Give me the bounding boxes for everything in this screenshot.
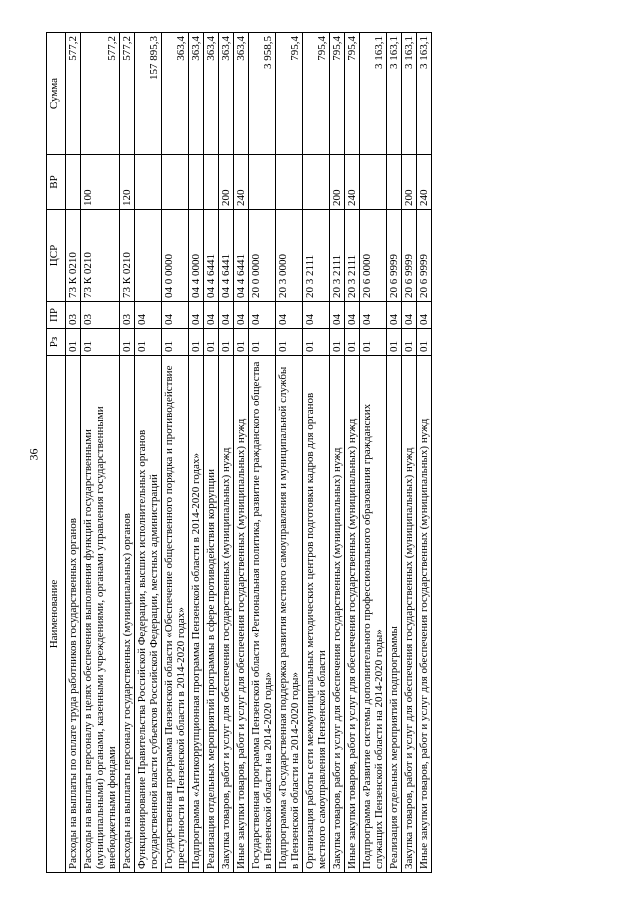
table-row <box>189 32 204 872</box>
rotated-table-container <box>46 33 594 873</box>
table-row <box>81 32 120 872</box>
cell-sum: 577,2 <box>120 32 135 154</box>
table-row <box>234 32 249 872</box>
cell-sum: 795,4 <box>345 32 360 154</box>
cell-name: Расходы на выплаты по оплате труда работников государственных органов <box>66 355 81 872</box>
header-sum: Сумма <box>47 32 66 154</box>
cell-vr: 200 <box>330 154 345 209</box>
cell-sum: 363,4 <box>219 32 234 154</box>
cell-vr <box>66 154 81 209</box>
cell-name: Реализация отдельных мероприятий программы в сфере противодействия коррупции <box>204 355 219 872</box>
cell-rz: 01 <box>189 328 204 355</box>
cell-pr: 04 <box>303 301 330 328</box>
cell-sum: 363,4 <box>204 32 219 154</box>
cell-rz: 01 <box>135 328 162 355</box>
cell-name: Закупка товаров, работ и услуг для обеспечения государственных (муниципальных) нужд <box>330 355 345 872</box>
cell-rz: 01 <box>120 328 135 355</box>
cell-vr <box>303 154 330 209</box>
cell-csr: 73 К 0210 <box>120 209 135 301</box>
cell-vr: 240 <box>345 154 360 209</box>
cell-pr: 04 <box>330 301 345 328</box>
cell-name: Подпрограмма «Развитие системы дополнительного профессионального образования гражданских служащих Пензенской области на 2014-2020 годы» <box>360 355 387 872</box>
header-name: Наименование <box>47 355 66 872</box>
cell-sum: 3 163,1 <box>417 32 432 154</box>
cell-csr: 20 0 0000 <box>249 209 276 301</box>
cell-name: Закупка товаров, работ и услуг для обеспечения государственных (муниципальных) нужд <box>219 355 234 872</box>
cell-csr: 20 3 0000 <box>276 209 303 301</box>
cell-pr: 03 <box>120 301 135 328</box>
cell-name: Закупка товаров, работ и услуг для обеспечения государственных (муниципальных) нужд <box>402 355 417 872</box>
cell-pr: 03 <box>66 301 81 328</box>
cell-name: Государственная программа Пензенской области «Обеспечение общественного порядка и противодействие преступности в Пензенской области в 2014-2020 годах» <box>162 355 189 872</box>
cell-name: Иные закупки товаров, работ и услуг для обеспечения государственных (муниципальных) нужд <box>345 355 360 872</box>
cell-vr: 120 <box>120 154 135 209</box>
cell-pr: 04 <box>249 301 276 328</box>
cell-name: Подпрограмма «Антикоррупционная программа Пензенской области в 2014-2020 годах» <box>189 355 204 872</box>
cell-sum: 3 163,1 <box>402 32 417 154</box>
table-row <box>345 32 360 872</box>
cell-sum: 795,4 <box>330 32 345 154</box>
cell-sum: 157 895,3 <box>135 32 162 154</box>
header-vr: ВР <box>47 154 66 209</box>
budget-table <box>46 32 432 873</box>
cell-vr <box>162 154 189 209</box>
cell-name: Расходы на выплаты персоналу в целях обеспечения выполнения функций государственными (муниципальными) органами, казенными учреждениями, органами управления государственными внебюджетными фондами <box>81 355 120 872</box>
cell-csr: 20 6 9999 <box>402 209 417 301</box>
cell-vr <box>276 154 303 209</box>
table-row <box>387 32 402 872</box>
cell-rz: 01 <box>204 328 219 355</box>
cell-sum: 795,4 <box>303 32 330 154</box>
cell-csr: 04 4 0000 <box>189 209 204 301</box>
header-pr: ПР <box>47 301 66 328</box>
cell-rz: 01 <box>81 328 120 355</box>
cell-pr: 04 <box>204 301 219 328</box>
cell-sum: 3 958,5 <box>249 32 276 154</box>
table-row <box>135 32 162 872</box>
cell-name: Расходы на выплаты персоналу государственных (муниципальных) органов <box>120 355 135 872</box>
cell-csr: 20 6 9999 <box>387 209 402 301</box>
cell-csr <box>135 209 162 301</box>
cell-sum: 363,4 <box>234 32 249 154</box>
cell-rz: 01 <box>402 328 417 355</box>
table-row <box>249 32 276 872</box>
table-row <box>66 32 81 872</box>
table-row <box>417 32 432 872</box>
cell-sum: 795,4 <box>276 32 303 154</box>
table-row <box>204 32 219 872</box>
cell-name: Реализация отдельных мероприятий подпрограммы <box>387 355 402 872</box>
cell-name: Функционирование Правительства Российской Федерации, высших исполнительных органов государственной власти субъектов Российской Федерации, местных администраций <box>135 355 162 872</box>
cell-sum: 577,2 <box>81 32 120 154</box>
cell-pr: 04 <box>360 301 387 328</box>
cell-pr: 04 <box>135 301 162 328</box>
cell-csr: 73 К 0210 <box>66 209 81 301</box>
cell-sum: 3 163,1 <box>387 32 402 154</box>
cell-pr: 04 <box>189 301 204 328</box>
table-row <box>402 32 417 872</box>
cell-pr: 04 <box>417 301 432 328</box>
table-row <box>330 32 345 872</box>
header-rz: Рз <box>47 328 66 355</box>
cell-pr: 04 <box>219 301 234 328</box>
cell-sum: 577,2 <box>66 32 81 154</box>
cell-rz: 01 <box>417 328 432 355</box>
cell-vr: 200 <box>219 154 234 209</box>
cell-vr <box>135 154 162 209</box>
cell-rz: 01 <box>345 328 360 355</box>
cell-rz: 01 <box>234 328 249 355</box>
cell-pr: 04 <box>402 301 417 328</box>
cell-rz: 01 <box>162 328 189 355</box>
cell-pr: 03 <box>81 301 120 328</box>
cell-csr: 20 3 2111 <box>330 209 345 301</box>
cell-vr: 100 <box>81 154 120 209</box>
table-row <box>276 32 303 872</box>
cell-csr: 20 3 2111 <box>345 209 360 301</box>
cell-sum: 3 163,1 <box>360 32 387 154</box>
header-csr: ЦСР <box>47 209 66 301</box>
cell-csr: 20 6 0000 <box>360 209 387 301</box>
cell-vr <box>204 154 219 209</box>
table-row <box>360 32 387 872</box>
cell-rz: 01 <box>249 328 276 355</box>
cell-csr: 04 4 6441 <box>234 209 249 301</box>
table-row <box>162 32 189 872</box>
cell-csr: 04 0 0000 <box>162 209 189 301</box>
cell-pr: 04 <box>162 301 189 328</box>
cell-pr: 04 <box>345 301 360 328</box>
table-row <box>120 32 135 872</box>
cell-vr: 240 <box>417 154 432 209</box>
cell-rz: 01 <box>66 328 81 355</box>
cell-name: Иные закупки товаров, работ и услуг для обеспечения государственных (муниципальных) нужд <box>417 355 432 872</box>
cell-rz: 01 <box>276 328 303 355</box>
cell-csr: 04 4 6441 <box>219 209 234 301</box>
cell-rz: 01 <box>360 328 387 355</box>
cell-sum: 363,4 <box>189 32 204 154</box>
cell-rz: 01 <box>219 328 234 355</box>
cell-csr: 04 4 6441 <box>204 209 219 301</box>
cell-name: Государственная программа Пензенской области «Региональная политика, развитие гражданского общества в Пензенской области на 2014-2020 годы» <box>249 355 276 872</box>
cell-csr: 20 6 9999 <box>417 209 432 301</box>
cell-vr <box>360 154 387 209</box>
cell-pr: 04 <box>387 301 402 328</box>
cell-sum: 363,4 <box>162 32 189 154</box>
cell-rz: 01 <box>387 328 402 355</box>
cell-vr: 240 <box>234 154 249 209</box>
cell-rz: 01 <box>330 328 345 355</box>
cell-vr <box>189 154 204 209</box>
table-header-row <box>47 32 66 872</box>
cell-pr: 04 <box>276 301 303 328</box>
cell-vr: 200 <box>402 154 417 209</box>
cell-csr: 73 К 0210 <box>81 209 120 301</box>
cell-rz: 01 <box>303 328 330 355</box>
cell-csr: 20 3 2111 <box>303 209 330 301</box>
cell-name: Организация работы сети межмуниципальных методических центров подготовки кадров для органов местного самоуправления Пензенской области <box>303 355 330 872</box>
table-row <box>219 32 234 872</box>
table-row <box>303 32 330 872</box>
cell-vr <box>249 154 276 209</box>
cell-name: Иные закупки товаров, работ и услуг для обеспечения государственных (муниципальных) нужд <box>234 355 249 872</box>
cell-vr <box>387 154 402 209</box>
cell-name: Подпрограмма «Государственная поддержка развития местного самоуправления и муниципальной службы в Пензенской области на 2014-2020 годы» <box>276 355 303 872</box>
page-number: 36 <box>26 448 41 461</box>
cell-pr: 04 <box>234 301 249 328</box>
